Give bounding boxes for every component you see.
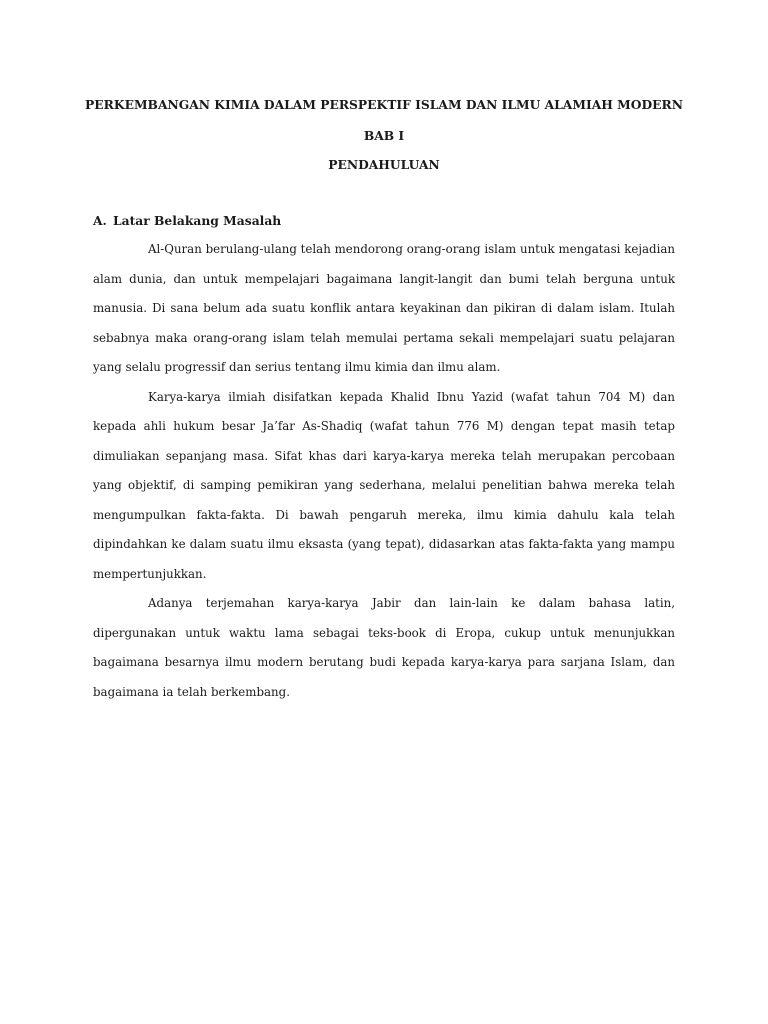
paragraph: Adanya terjemahan karya-karya Jabir dan lain-lain ke dalam bahasa latin, dipergunakan untuk waktu lama sebagai teks-book di Eropa, cukup untuk menunjukkan bagaimana besarnya ilmu modern berutang budi kepada karya-karya para sarjana Islam, dan bagaimana ia telah berkembang. xyxy=(93,596,675,699)
section-number: A. xyxy=(93,213,107,228)
section-heading xyxy=(93,213,281,229)
section-title: Latar Belakang Masalah xyxy=(113,213,282,228)
paragraph: Karya-karya ilmiah disifatkan kepada Khalid Ibnu Yazid (wafat tahun 704 M) dan kepada ahli hukum besar Ja’far As-Shadiq (wafat tahun 776 M) dengan tepat masih tetap dimuliakan sepanjang masa. Sifat khas dari karya-karya mereka telah merupakan percobaan yang objektif, di samping pemikiran yang sederhana, melalui penelitian bahwa mereka telah mengumpulkan fakta-fakta. Di bawah pengaruh mereka, ilmu kimia dahulu kala telah dipindahkan ke dalam suatu ilmu eksasta (yang tepat), didasarkan atas fakta-fakta yang mampu mempertunjukkan. xyxy=(93,389,675,581)
document-title: PERKEMBANGAN KIMIA DALAM PERSPEKTIF ISLAM DAN ILMU ALAMIAH MODERN xyxy=(85,97,683,112)
chapter-title: PENDAHULUAN xyxy=(328,157,440,172)
paragraph: Al-Quran berulang-ulang telah mendorong orang-orang islam untuk mengatasi kejadian alam dunia, dan untuk mempelajari bagaimana langit-langit dan bumi telah berguna untuk manusia. Di sana belum ada suatu konflik antara keyakinan dan pikiran di dalam islam. Itulah sebabnya maka orang-orang islam telah memulai pertama sekali mempelajari suatu pelajaran yang selalu progressif dan serius tentang ilmu kimia dan ilmu alam. xyxy=(93,242,675,374)
chapter-number: BAB I xyxy=(363,128,405,143)
body-text xyxy=(93,235,675,707)
